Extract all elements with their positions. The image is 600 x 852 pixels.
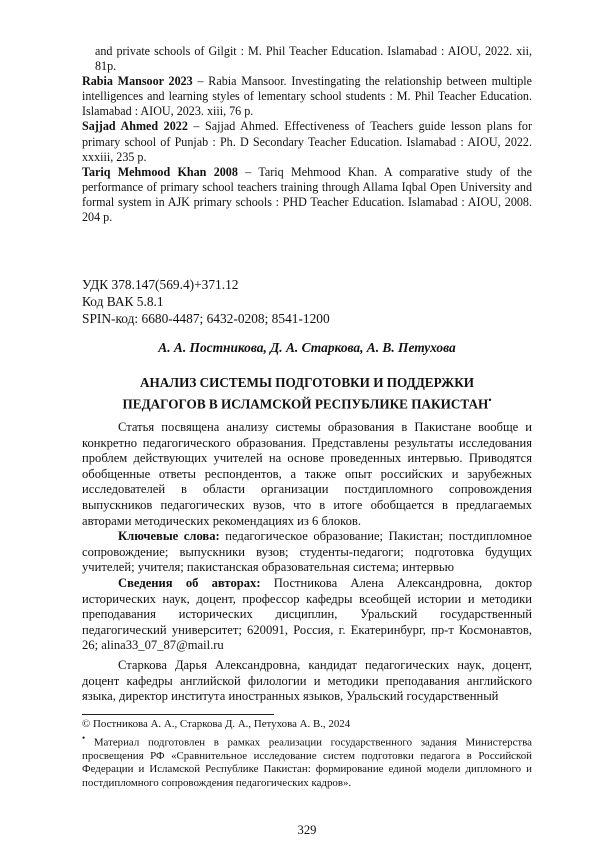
reference-text: – Sajjad Ahmed. Effectiveness of Teachers guide lesson plans for primary school of Punjab : Ph. D Secondary Teacher Education. Islamabad : AIOU, 2022. xxxiii, 235 p. — [82, 119, 532, 164]
article-meta — [82, 277, 330, 327]
article-body — [82, 420, 532, 705]
authors-info-2: Старкова Дарья Александровна, кандидат педагогических наук, доцент, доцент кафедры английской филологии и методики преподавания английского языка, директор института иностранных языков, Уральский государственный — [82, 657, 532, 704]
udk-code: УДК 378.147(569.4)+371.12 — [82, 277, 239, 292]
spin-code: SPIN-код: 6680-4487; 6432-0208; 8541-1200 — [82, 310, 330, 326]
reference-head: Sajjad Ahmed 2022 — [82, 119, 188, 134]
footnote-rule — [82, 714, 274, 715]
keywords-text: педагогическое образование; Пакистан; постдипломное сопровождение; выпускники вузов; студенты-педагоги; подготовка будущих учителей; учителя; пакистанская образовательная система; интервью — [82, 529, 532, 575]
keywords — [82, 529, 532, 576]
reference-text: – Rabia Mansoor. Investingating the relationship between multiple intelligences and learning styles of lementary school students : M. Phil Teacher Education. Islamabad : AIOU, 2023. xiii, 76 p. — [82, 74, 532, 119]
authors-info-label: Сведения об авторах: — [118, 575, 261, 590]
article-authors: А. А. Постникова, Д. А. Старкова, А. В. Петухова — [158, 340, 456, 355]
reference-head: Rabia Mansoor 2023 — [82, 74, 193, 89]
page-number: 329 — [297, 823, 317, 837]
authors-info-text: Постникова Алена Александровна, доктор исторических наук, доцент, профессор кафедры всеобщей истории и методики преподавания исторических дисциплин, Уральский государственный педагогический университет; 620091, Россия, г. Екатеринбург, пр-т Космонавтов, 26; alina33_07_87@mail.ru — [82, 575, 532, 653]
reference-list — [82, 44, 532, 225]
article-title — [82, 375, 532, 413]
footnotes — [82, 718, 532, 791]
vak-code: Код ВАК 5.8.1 — [82, 293, 164, 309]
reference-head: Tariq Mehmood Khan 2008 — [82, 164, 238, 179]
footnote-text: Материал подготовлен в рамках реализации государственного задания Министерства просвещения РФ «Сравнительное исследование систем подготовки педагога в Российской Федерации и Исламской Республике Пакистан: формирование единой модели дипломного и постдипломного сопровождения педагогических кадров». — [82, 736, 532, 789]
reference-item — [82, 165, 532, 225]
authors-info — [82, 576, 532, 654]
footnote-grant — [82, 732, 532, 791]
abstract: Статья посвящена анализу системы образования в Пакистане вообще и конкретно педагогического образования. Представлены результаты исследования проблем действующих учителей на основе проведенных интервью. Приводятся обобщенные ответы респондентов, а также опыт российских и зарубежных исследователей в области организации постдипломного сопровождения выпускников педагогических вузов, что в итоге обобщается в предлагаемых авторами методических рекомендациях из 6 блоков. — [82, 420, 532, 528]
title-footnote-mark: • — [488, 394, 492, 405]
title-line: АНАЛИЗ СИСТЕМЫ ПОДГОТОВКИ И ПОДДЕРЖКИ — [139, 375, 475, 390]
reference-item — [82, 44, 532, 74]
reference-text: – Tariq Mehmood Khan. A comparative study of the performance of primary school teachers training through Allama Iqbal Open University and formal system in AJK primary schools : PHD Teacher Education. Islamabad : AIOU, 2008. 204 p. — [82, 164, 532, 225]
footnote-mark: • — [82, 732, 86, 743]
keywords-label: Ключевые слова: — [118, 529, 220, 544]
title-line — [82, 392, 532, 413]
title-line-text: ПЕДАГОГОВ В ИСЛАМСКОЙ РЕСПУБЛИКЕ ПАКИСТАН — [122, 396, 489, 412]
reference-text: and private schools of Gilgit : M. Phil Teacher Education. Islamabad : AIOU, 2022. xii, 81p. — [95, 44, 532, 74]
reference-item — [82, 74, 532, 119]
footnote-copyright: © Постникова А. А., Старкова Д. А., Петухова А. В., 2024 — [82, 718, 351, 730]
reference-item — [82, 119, 532, 164]
